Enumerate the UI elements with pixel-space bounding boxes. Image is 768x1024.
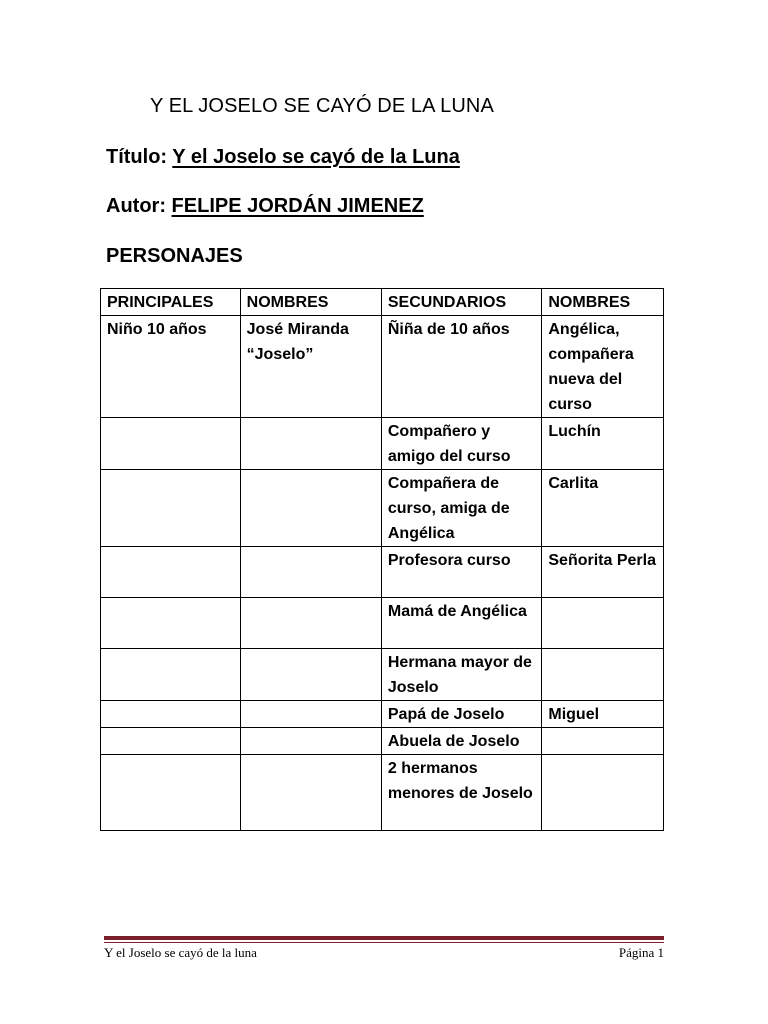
table-cell: Luchín [542, 418, 664, 470]
table-cell [542, 598, 664, 649]
header-nombres-secundarios: NOMBRES [542, 289, 664, 316]
footer-page-number: Página 1 [618, 945, 664, 960]
table-cell: Compañera de curso, amiga de Angélica [381, 470, 542, 547]
table-cell: Compañero y amigo del curso [381, 418, 542, 470]
header-principales: PRINCIPALES [101, 289, 241, 316]
table-cell [101, 701, 241, 728]
table-row [101, 728, 664, 755]
header-nombres-principales: NOMBRES [240, 289, 381, 316]
table-cell [101, 598, 241, 649]
table-cell: Mamá de Angélica [381, 598, 542, 649]
table-row [101, 547, 664, 598]
table-cell [240, 701, 381, 728]
table-cell [101, 470, 241, 547]
document-heading: Y EL JOSELO SE CAYÓ DE LA LUNA [150, 95, 494, 117]
title-line [106, 146, 460, 169]
table-cell: José Miranda “Joselo” [240, 316, 381, 418]
table-cell [101, 728, 241, 755]
section-heading-personajes: PERSONAJES [106, 245, 243, 267]
table-cell: Ñiña de 10 años [381, 316, 542, 418]
characters-table [100, 288, 664, 831]
table-row [101, 598, 664, 649]
table-cell: Abuela de Joselo [381, 728, 542, 755]
footer-running-title: Y el Joselo se cayó de la luna [104, 945, 257, 960]
footer-rule-thin [104, 942, 664, 943]
table-cell [101, 755, 241, 831]
author-line [106, 195, 424, 218]
table-cell: Miguel [542, 701, 664, 728]
footer-rule [104, 936, 664, 940]
table-row [101, 649, 664, 701]
table-cell: Profesora curso [381, 547, 542, 598]
table-cell: Angélica, compañera nueva del curso [542, 316, 664, 418]
title-value: Y el Joselo se cayó de la Luna [172, 146, 460, 168]
table-cell: Carlita [542, 470, 664, 547]
table-cell [101, 547, 241, 598]
header-secundarios: SECUNDARIOS [381, 289, 542, 316]
table-row [101, 701, 664, 728]
author-label: Autor: [106, 195, 166, 217]
table-cell [101, 418, 241, 470]
table-row [101, 470, 664, 547]
table-row [101, 755, 664, 831]
table-header-row [101, 289, 664, 316]
title-label: Título: [106, 146, 168, 168]
table-cell: 2 hermanos menores de Joselo [381, 755, 542, 831]
table-cell: Papá de Joselo [381, 701, 542, 728]
table-cell [101, 649, 241, 701]
table-cell [542, 649, 664, 701]
table-cell [240, 418, 381, 470]
author-value: FELIPE JORDÁN JIMENEZ [171, 195, 424, 217]
table-cell [542, 755, 664, 831]
table-cell [240, 470, 381, 547]
table-cell: Señorita Perla [542, 547, 664, 598]
table-cell: Hermana mayor de Joselo [381, 649, 542, 701]
table-cell [240, 649, 381, 701]
table-row [101, 316, 664, 418]
table-cell [542, 728, 664, 755]
table-cell [240, 728, 381, 755]
table-cell [240, 755, 381, 831]
table-cell [240, 547, 381, 598]
table-row [101, 418, 664, 470]
table-cell: Niño 10 años [101, 316, 241, 418]
table-cell [240, 598, 381, 649]
